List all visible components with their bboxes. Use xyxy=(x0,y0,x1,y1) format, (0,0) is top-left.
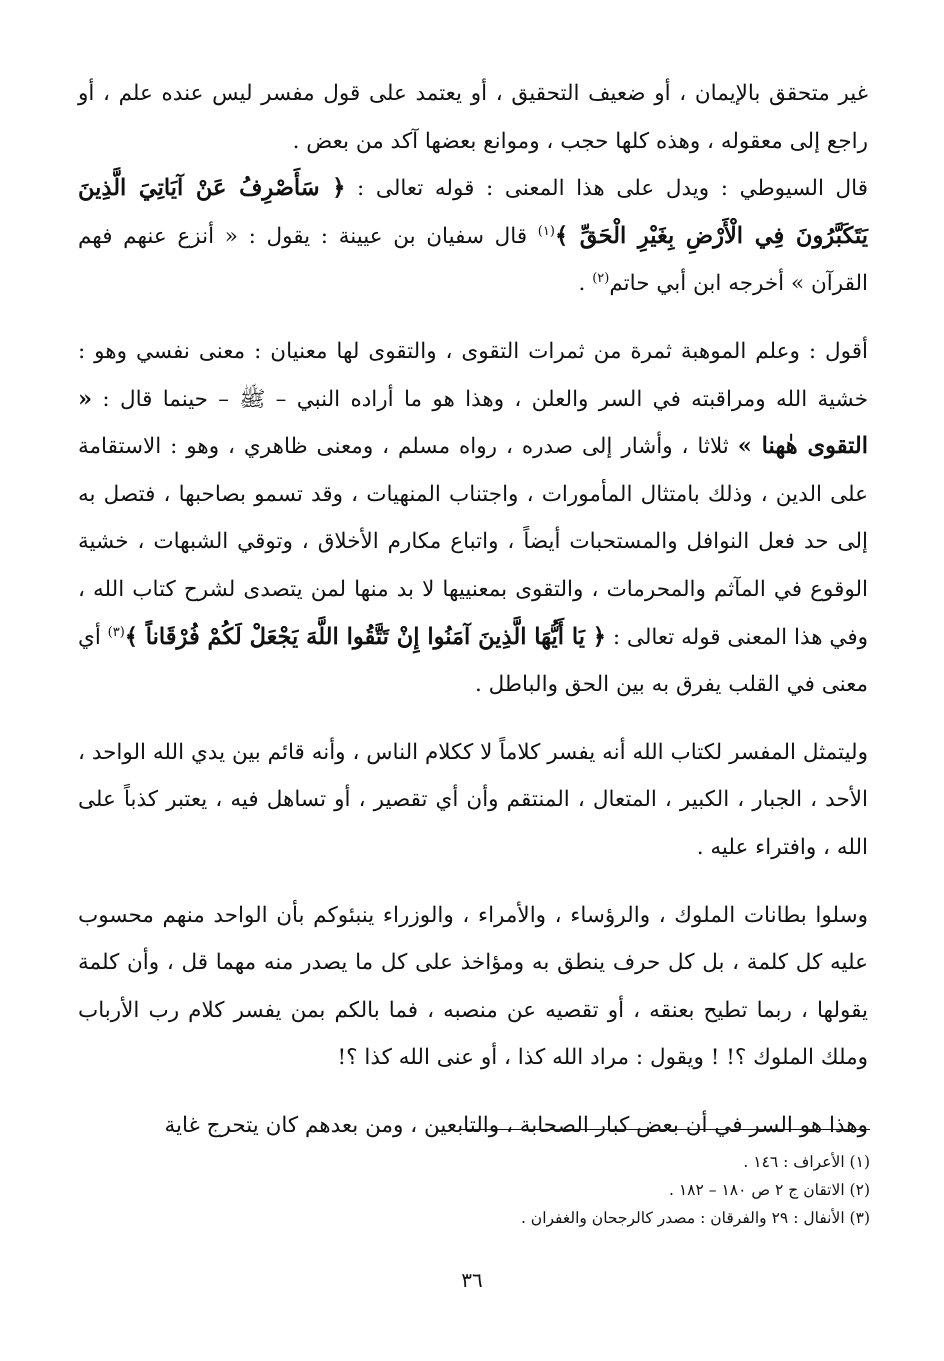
footnote-3: (٣) الأنفال : ٢٩ والفرقان : مصدر كالرجحان والغفران . xyxy=(520,1209,870,1227)
footnote-ref-3: (٣) xyxy=(107,624,125,640)
paragraph-1: غير متحقق بالإيمان ، أو ضعيف التحقيق ، أو يعتمد على قول مفسر ليس عنده علم ، أو راجع إلى معقوله ، وهذه كلها حجب ، وموانع بعضها آكد من بعض . xyxy=(78,81,868,154)
paragraph-2-end: . xyxy=(578,271,593,297)
paragraph-2-rest: قال سفيان بن عيينة : يقول : « أنزع عنهم فهم القرآن » أخرجه ابن أبي حاتم xyxy=(78,223,868,297)
paragraph-2-intro: قال السيوطي : ويدل على هذا المعنى : قوله تعالى : xyxy=(345,176,868,202)
paragraph-4: وليتمثل المفسر لكتاب الله أنه يفسر كلاماً لا ككلام الناس ، وأنه قائم بين يدي الله الواحد ، الأحد ، الجبار ، الكبير ، المتعال ، المنتقم وأن أي تقصير ، أو تساهل فيه ، يعتبر كذباً على الله ، وافتراء عليه . xyxy=(78,739,868,860)
paragraph-6: وهذا هو السر في أن بعض كبار الصحابة ، والتابعين ، ومن بعدهم كان يتحرج غاية xyxy=(164,1112,868,1138)
quran-verse-2: ﴿ يَا أَيُّهَا الَّذِينَ آمَنُوا إِنْ تَتَّقُوا اللَّهَ يَجْعَلْ لَكُمْ فُرْقَاناً ﴾ xyxy=(124,623,606,650)
page-number: ٣٦ xyxy=(461,1268,483,1292)
paragraph-5: وسلوا بطانات الملوك ، والرؤساء ، والأمراء ، والوزراء ينبئوكم بأن الواحد منهم محسوب عليه كل كلمة ، بل كل حرف ينطق به ومؤاخذ على كل ما يصدر منه مهما قل ، وأن كلمة يقولها ، ربما تطيح بعنقه ، أو تقصيه عن منصبه ، فما بالكم بمن يفسر كلام رب الأرباب وملك الملوك ؟! ! ويقول : مراد الله كذا ، أو عنى الله كذا ؟! xyxy=(78,902,868,1071)
main-text xyxy=(78,70,868,1149)
footnote-divider xyxy=(460,1129,870,1130)
paragraph-2 xyxy=(78,165,868,308)
quran-verse-1: ﴿ سَأَصْرِفُ عَنْ آيَاتِيَ الَّذِينَ يَتَكَبَّرُونَ فِي الْأَرْضِ بِغَيْرِ الْحَقِّ ﴾ xyxy=(78,175,868,249)
paragraph-3 xyxy=(78,328,868,709)
paragraph-3-end: أي معنى في القلب يفرق به بين الحق والباطل . xyxy=(78,624,868,698)
paragraph-3-middle: ثلاثا ، وأشار إلى صدره ، رواه مسلم ، ومعنى ظاهري ، وهو : الاستقامة على الدين ، وذلك بامتثال المأمورات ، واجتناب المنهيات ، وقد تسمو بصاحبها ، فتصل به إلى حد فعل النوافل والمستحبات أيضاً ، واتباع مكارم الأخلاق ، وتوقي الشبهات ، خشية الوقوع في المآثم والمحرمات ، والتقوى بمعنييها لا بد منها لمن يتصدى لشرح كتاب الله ، وفي هذا المعنى قوله تعالى : xyxy=(78,434,869,650)
footnote-ref-1: (١) xyxy=(537,223,555,239)
footnote-2: (٢) الاتقان ج ٢ ص ١٨٠ – ١٨٢ . xyxy=(669,1181,870,1199)
paragraph-3-intro: أقول : وعلم الموهبة ثمرة من ثمرات التقوى ، والتقوى لها معنيان : معنى نفسي وهو : خشية الله ومراقبته في السر والعلن ، وهذا هو ما أراده النبي – ﷺ – حينما قال : xyxy=(78,338,868,412)
footnotes xyxy=(300,1148,870,1232)
hadith-quote: « التقوى هٰهنا » xyxy=(78,385,868,460)
footnote-ref-2: (٢) xyxy=(592,271,610,287)
footnote-1: (١) الأعراف : ١٤٦ . xyxy=(743,1153,870,1171)
